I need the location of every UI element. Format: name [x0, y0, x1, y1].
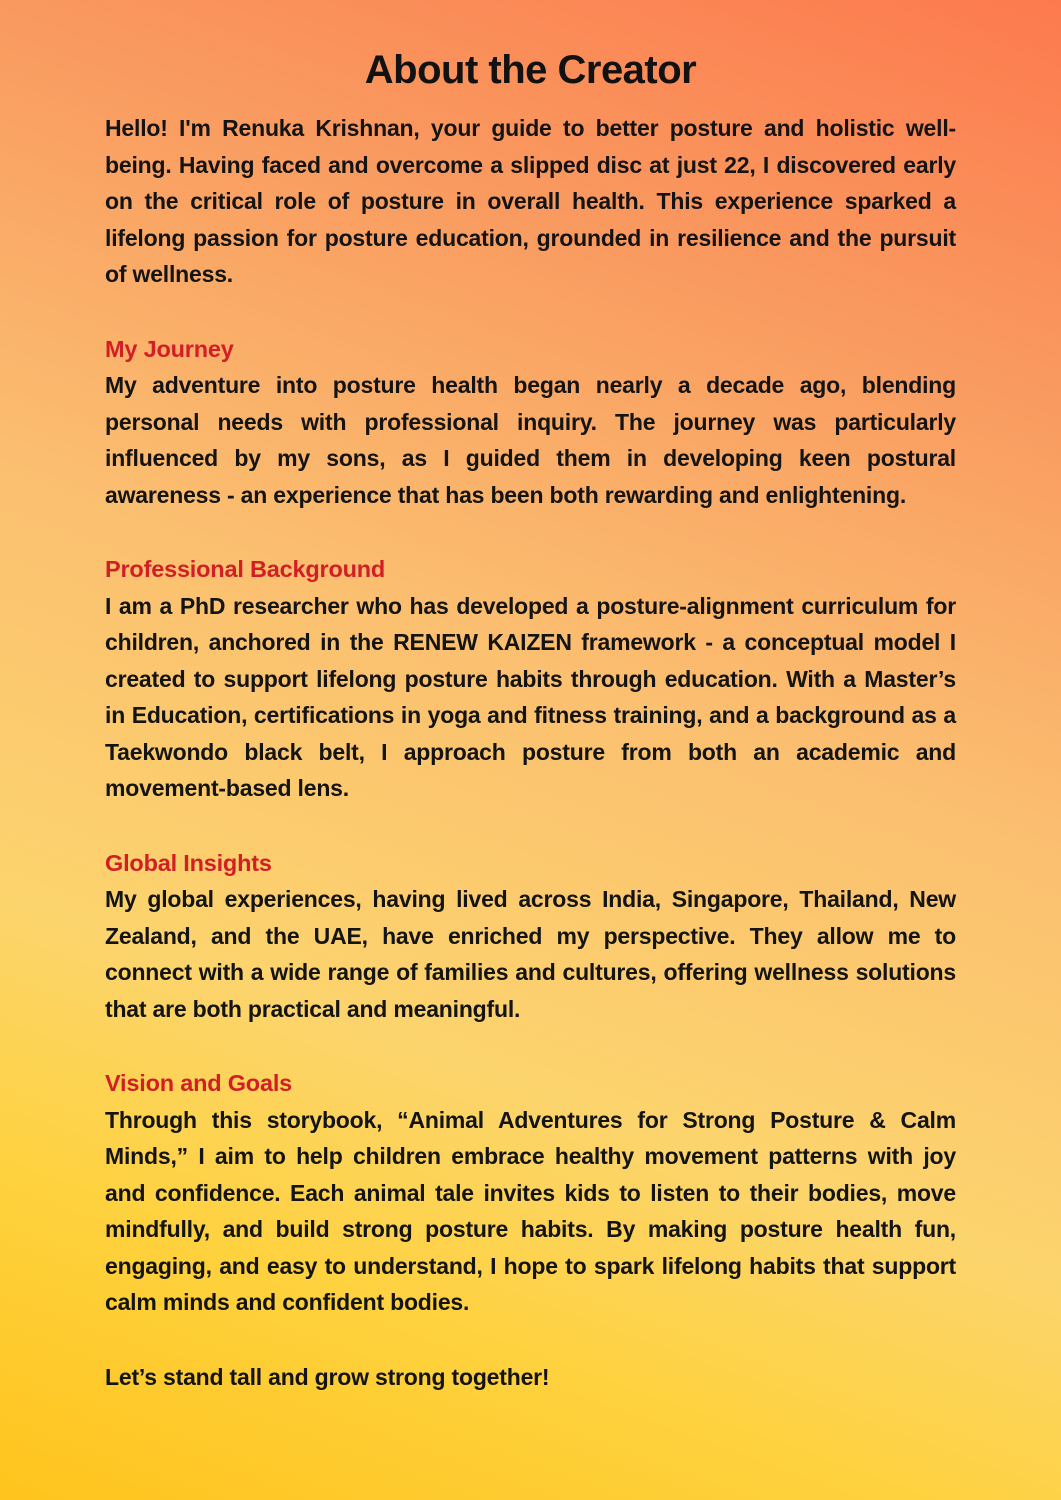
section-vision-and-goals — [105, 1065, 956, 1321]
section-heading-my-journey: My Journey — [105, 335, 234, 362]
section-body-global-insights: My global experiences, having lived across India, Singapore, Thailand, New Zealand, and the UAE, have enriched my perspective. They allow me to connect with a wide range of families and cultures, offering wellness solutions that are both practical and meaningful. — [105, 886, 956, 1022]
section-heading-vision-and-goals: Vision and Goals — [105, 1070, 293, 1096]
page-title: About the Creator — [364, 48, 697, 92]
section-global-insights — [105, 845, 956, 1028]
section-body-my-journey: My adventure into posture health began nearly a decade ago, blending personal needs with professional inquiry. The journey was particularly influenced by my sons, as I guided them in developing keen postural awareness - an experience that has been both rewarding and enlightening. — [105, 372, 956, 508]
section-professional-background — [105, 551, 956, 807]
section-heading-global-insights: Global Insights — [105, 849, 272, 876]
intro-paragraph: Hello! I'm Renuka Krishnan, your guide to better posture and holistic well-being. Having faced and overcome a slipped disc at just 22, I discovered early on the critical role of posture in overall health. This experience sparked a lifelong passion for posture education, grounded in resilience and the pursuit of wellness. — [105, 115, 956, 287]
section-my-journey — [105, 331, 956, 514]
section-body-vision-and-goals: Through this storybook, “Animal Adventures for Strong Posture & Calm Minds,” I aim to help children embrace healthy movement patterns with joy and confidence. Each animal tale invites kids to listen to their bodies, move mindfully, and build strong posture habits. By making posture health fun, engaging, and easy to understand, I hope to spark lifelong habits that support calm minds and confident bodies. — [105, 1106, 956, 1315]
closing-line: Let’s stand tall and grow strong together! — [105, 1363, 550, 1390]
section-body-professional-background: I am a PhD researcher who has developed a posture-alignment curriculum for children, anchored in the RENEW KAIZEN framework - a conceptual model I created to support lifelong posture habits through education. With a Master’s in Education, certifications in yoga and fitness training, and a background as a Taekwondo black belt, I approach posture from both an academic and movement-based lens. — [105, 592, 956, 801]
section-heading-professional-background: Professional Background — [105, 556, 386, 582]
